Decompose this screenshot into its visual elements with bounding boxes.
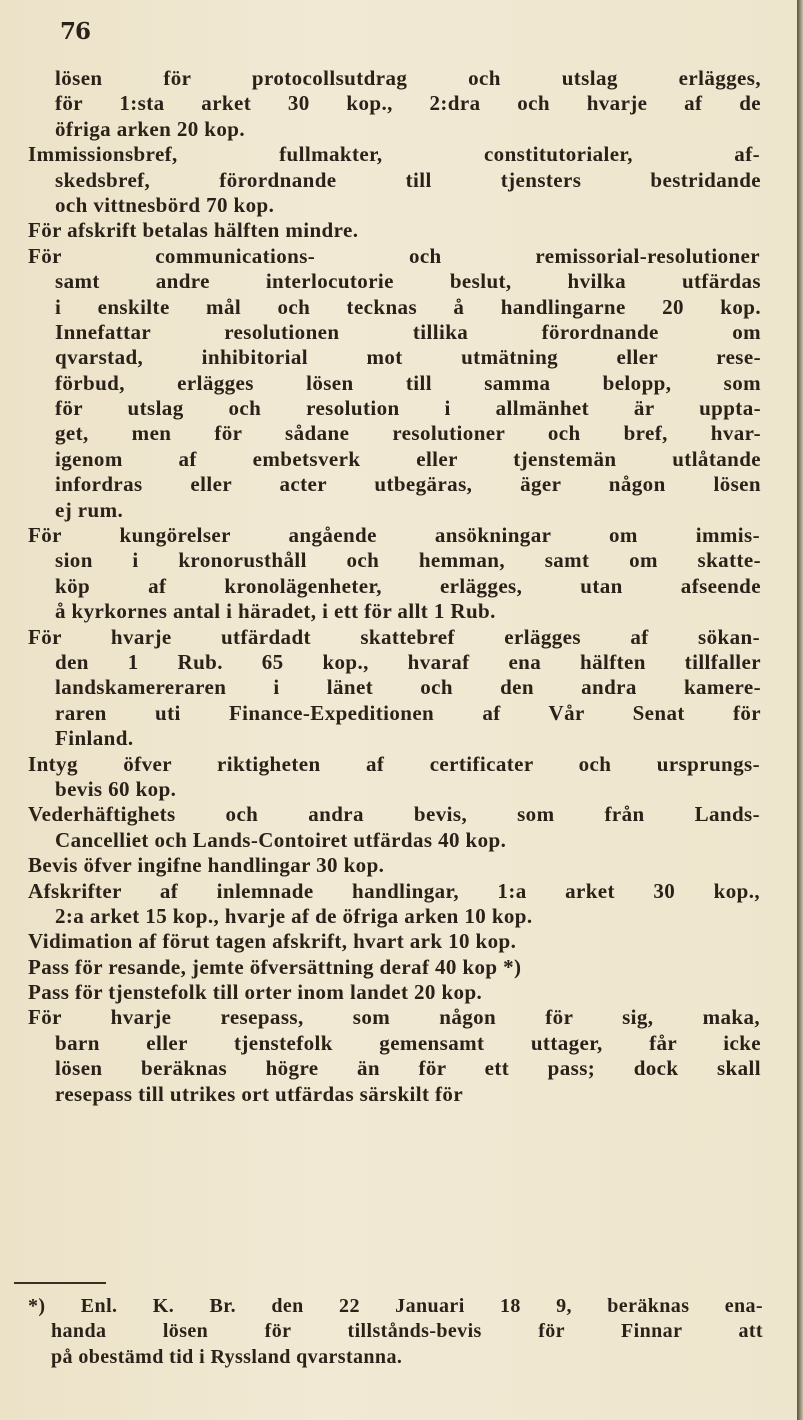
text-line: ej rum. — [55, 497, 124, 522]
text-line: Cancelliet och Lands-Contoiret utfärdas 40 kop. — [55, 827, 507, 852]
text-line: lösen för protocollsutdrag och utslag erlägges, — [55, 66, 761, 90]
text-line: infordras eller acter utbegäras, äger någon lösen — [55, 472, 761, 497]
text-line: samt andre interlocutorie beslut, hvilka utfärdas — [55, 269, 761, 294]
paragraph — [28, 802, 788, 853]
text-line: barn eller tjenstefolk gemensamt uttager, får icke — [55, 1030, 761, 1055]
text-line: Bevis öfver ingifne handlingar 30 kop. — [28, 853, 385, 878]
paragraph — [28, 752, 788, 803]
text-line: Immissionsbref, fullmakter, constitutorialer, af- — [28, 142, 760, 167]
paragraph — [28, 244, 788, 523]
text-line: Finland. — [55, 726, 134, 751]
text-line: och vittnesbörd 70 kop. — [55, 192, 275, 217]
text-line: förbud, erlägges lösen till samma belopp, som — [55, 370, 761, 395]
footnote-line: *) Enl. K. Br. den 22 Januari 18 9, beräknas ena- — [28, 1295, 763, 1317]
paragraph — [28, 879, 788, 930]
text-line: den 1 Rub. 65 kop., hvaraf ena hälften tillfaller — [55, 649, 761, 674]
text-line: För kungörelser angående ansökningar om immis- — [28, 523, 760, 548]
paragraph — [28, 955, 788, 980]
text-line: raren uti Finance-Expeditionen af Vår Senat för — [55, 700, 761, 725]
text-line: för 1:sta arket 30 kop., 2:dra och hvarje af de — [55, 91, 761, 116]
text-line: Afskrifter af inlemnade handlingar, 1:a arket 30 kop., — [28, 878, 760, 903]
text-line: 2:a arket 15 kop., hvarje af de öfriga arken 10 kop. — [55, 903, 533, 928]
text-line: sion i kronorusthåll och hemman, samt om skatte- — [55, 548, 761, 573]
text-line: Vidimation af förut tagen afskrift, hvart ark 10 kop. — [28, 929, 517, 954]
paragraph — [28, 625, 788, 752]
text-line: För communications- och remissorial-resolutioner — [28, 243, 760, 268]
text-line: Vederhäftighets och andra bevis, som från Lands- — [28, 802, 760, 827]
text-line: i enskilte mål och tecknas å handlingarne 20 kop. — [55, 294, 761, 319]
footnote — [28, 1294, 763, 1370]
text-line: skedsbref, förordnande till tjensters bestridande — [55, 167, 761, 192]
paragraph — [28, 218, 788, 243]
text-line: Intyg öfver riktigheten af certificater och ursprungs- — [28, 751, 760, 776]
text-line: Pass för resande, jemte öfversättning deraf 40 kop *) — [28, 954, 522, 979]
text-line: För hvarje resepass, som någon för sig, maka, — [28, 1005, 760, 1030]
text-line: bevis 60 kop. — [55, 776, 177, 801]
paragraph — [28, 853, 788, 878]
paragraph — [28, 1005, 788, 1107]
text-line: get, men för sådane resolutioner och bref, hvar- — [55, 421, 761, 446]
text-line: Pass för tjenstefolk till orter inom landet 20 kop. — [28, 980, 483, 1005]
paragraph — [28, 929, 788, 954]
text-line: resepass till utrikes ort utfärdas särskilt för — [55, 1081, 464, 1106]
footnote-line: handa lösen för tillstånds-bevis för Finnar att — [51, 1320, 763, 1343]
text-line: För hvarje utfärdadt skattebref erlägges af sökan- — [28, 624, 760, 649]
text-line: för utslag och resolution i allmänhet är uppta- — [55, 396, 761, 421]
text-line: lösen beräknas högre än för ett pass; dock skall — [55, 1056, 761, 1081]
text-line: Innefattar resolutionen tillika förordnande om — [55, 319, 761, 344]
paragraph — [28, 980, 788, 1005]
paragraph — [28, 523, 788, 625]
text-line: köp af kronolägenheter, erlägges, utan afseende — [55, 573, 761, 598]
text-line: landskamereraren i länet och den andra kamere- — [55, 675, 761, 700]
text-line: å kyrkornes antal i häradet, i ett för allt 1 Rub. — [55, 599, 496, 624]
footnote-line: på obestämd tid i Ryssland qvarstanna. — [51, 1345, 403, 1368]
text-line: igenom af embetsverk eller tjenstemän utlåtande — [55, 446, 761, 471]
footnote-rule — [14, 1282, 106, 1284]
text-line: qvarstad, inhibitorial mot utmätning eller rese- — [55, 345, 761, 370]
paragraph — [28, 66, 788, 142]
paragraph — [28, 142, 788, 218]
page-number: 76 — [60, 18, 91, 45]
page-edge — [797, 0, 803, 1420]
text-line: För afskrift betalas hälften mindre. — [28, 218, 359, 243]
main-text — [28, 66, 788, 1107]
text-line: öfriga arken 20 kop. — [55, 116, 246, 141]
